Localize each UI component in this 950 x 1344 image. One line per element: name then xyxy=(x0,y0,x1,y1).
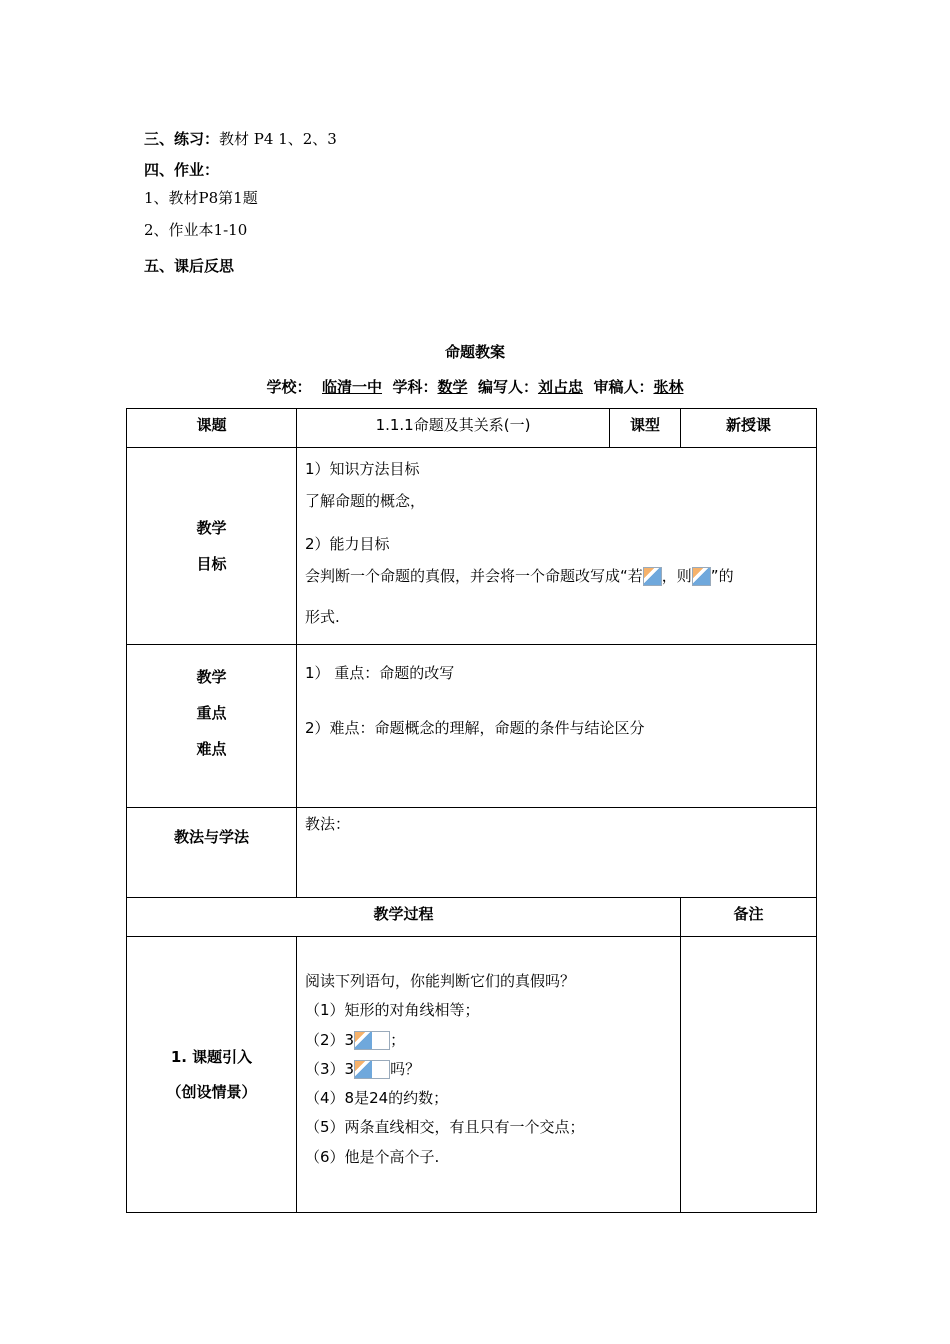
lesson-plan-table xyxy=(126,408,817,1213)
intro-label xyxy=(127,937,297,1213)
intro-item-3-a: （3）3 xyxy=(305,1059,355,1078)
intro-item-1: （1）矩形的对角线相等； xyxy=(305,1001,480,1020)
goals-row xyxy=(127,448,817,645)
intro-item-3 xyxy=(305,1055,672,1084)
topic-label: 课题 xyxy=(127,409,297,448)
goal-2-text-end: 形式. xyxy=(305,608,340,626)
homework-item-2: 2、作业本1-10 xyxy=(144,221,248,239)
goal-1-text: 了解命题的概念， xyxy=(305,491,426,510)
goals-label-line-2: 目标 xyxy=(196,555,227,573)
formula-image-icon xyxy=(643,567,662,586)
reviewer-value: 张林 xyxy=(653,378,684,396)
methods-text: 教法： xyxy=(297,808,817,898)
keys-label-line-1: 教学 xyxy=(196,668,227,686)
process-label: 教学过程 xyxy=(127,898,681,937)
topic-row xyxy=(127,409,817,448)
key-point: 1） 重点：命题的改写 xyxy=(305,664,455,682)
formula-image-icon xyxy=(354,1031,390,1050)
school-label: 学校： xyxy=(266,378,312,396)
reviewer-label: 审稿人： xyxy=(593,378,654,396)
goals-content xyxy=(297,448,817,645)
reflection-heading: 五、课后反思 xyxy=(144,257,235,275)
type-label: 课型 xyxy=(610,409,681,448)
intro-item-2 xyxy=(305,1026,672,1055)
keys-content xyxy=(297,645,817,808)
author-value: 刘占忠 xyxy=(537,378,583,396)
difficult-point: 2）难点：命题概念的理解，命题的条件与结论区分 xyxy=(305,718,645,737)
intro-label-line-2: （创设情景） xyxy=(166,1082,257,1101)
goals-label-line-1: 教学 xyxy=(196,519,227,537)
intro-item-6: （6）他是个高个子. xyxy=(305,1147,440,1166)
intro-question: 阅读下列语句，你能判断它们的真假吗？ xyxy=(305,972,576,990)
doc-title: 命题教案 xyxy=(444,343,505,361)
intro-item-4: （4）8是24的约数； xyxy=(305,1089,449,1107)
keys-label xyxy=(127,645,297,808)
intro-item-2-b: ； xyxy=(390,1030,406,1049)
keys-row xyxy=(127,645,817,808)
practice-heading: 三、练习： xyxy=(144,130,220,148)
formula-image-icon xyxy=(354,1060,390,1079)
goal-2-heading: 2）能力目标 xyxy=(305,535,390,553)
intro-row xyxy=(127,937,817,1213)
intro-label-line-1: 1. 课题引入 xyxy=(170,1048,253,1066)
intro-item-3-b: 吗？ xyxy=(390,1059,421,1078)
intro-notes-cell xyxy=(681,937,817,1213)
homework-heading: 四、作业： xyxy=(144,161,220,179)
goal-2-text-c: ”的 xyxy=(710,566,734,585)
goal-2-text-a: 会判断一个命题的真假，并会将一个命题改写成“若 xyxy=(305,566,643,585)
goal-2-text-b: ，则 xyxy=(661,566,692,585)
homework-item-1: 1、教材P8第1题 xyxy=(144,189,258,207)
formula-image-icon xyxy=(692,567,711,586)
intro-content xyxy=(297,937,681,1213)
notes-label: 备注 xyxy=(681,898,817,937)
goal-1-heading: 1）知识方法目标 xyxy=(305,460,420,478)
methods-row xyxy=(127,808,817,898)
subject-label: 学科： xyxy=(392,378,438,396)
keys-label-line-2: 重点 xyxy=(196,704,227,722)
school-value: 临清一中 xyxy=(322,378,383,396)
author-label: 编写人： xyxy=(477,378,538,396)
doc-meta xyxy=(0,376,950,397)
intro-item-2-a: （2）3 xyxy=(305,1030,355,1049)
process-header-row xyxy=(127,898,817,937)
subject-value: 数学 xyxy=(437,378,468,396)
type-value: 新授课 xyxy=(681,409,817,448)
keys-label-line-3: 难点 xyxy=(196,740,227,758)
goal-2-text xyxy=(305,561,808,593)
intro-item-5: （5）两条直线相交，有且只有一个交点； xyxy=(305,1118,585,1137)
topic-value: 1.1.1命题及其关系(一) xyxy=(297,409,610,448)
methods-label: 教法与学法 xyxy=(127,808,297,898)
goals-label xyxy=(127,448,297,645)
practice-text: 教材 P4 1、2、3 xyxy=(219,130,337,148)
practice-line xyxy=(144,128,337,149)
